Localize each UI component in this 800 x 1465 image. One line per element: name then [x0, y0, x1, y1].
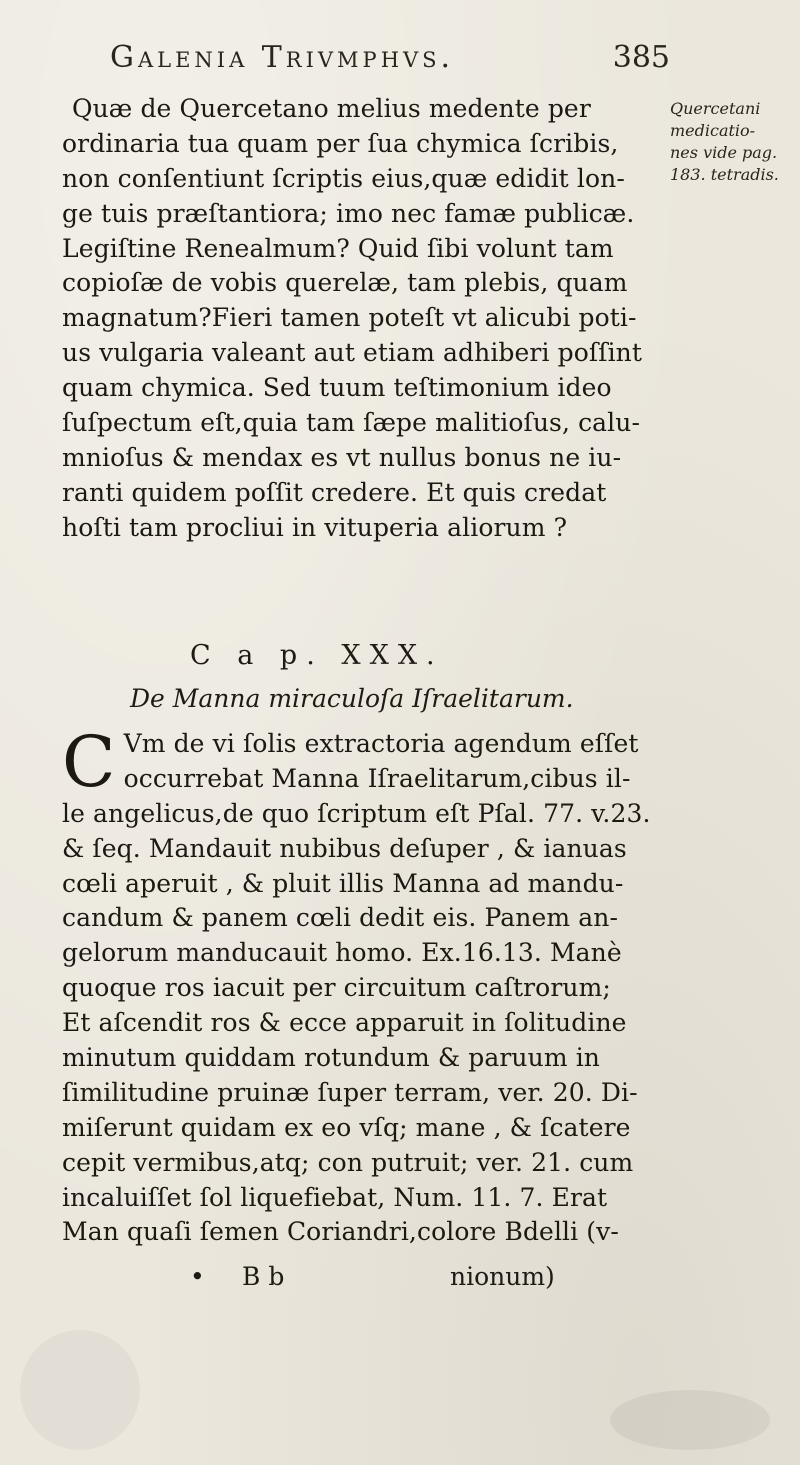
page-header: [110, 40, 670, 80]
text-line: mnioſus & mendax es vt nullus bonus ne iu-: [62, 442, 622, 472]
text-line: & ſeq. Mandauit nubibus deſuper , & ianuas: [62, 833, 627, 863]
running-title: Galenia Trivmphvs.: [110, 40, 455, 75]
text-line: cœli aperuit , & pluit illis Manna ad mandu-: [62, 868, 624, 898]
text-line: quam chymica. Sed tuum teſtimonium ideo: [62, 373, 612, 403]
text-line: magnatum?Fieri tamen poteſt vt alicubi poti-: [62, 303, 637, 333]
drop-capital: C: [62, 721, 116, 803]
text-line: le angelicus,de quo ſcriptum eſt Pſal. 77. v.23.: [62, 798, 651, 828]
page-number: 385: [612, 40, 670, 75]
text-line: gelorum manducauit homo. Ex.16.13. Manè: [62, 938, 622, 968]
paper-stain: [20, 1330, 140, 1450]
catchword: nionum): [450, 1262, 555, 1291]
text-line: copioſæ de vobis querelæ, tam plebis, quam: [62, 268, 628, 298]
paper-stain: [610, 1390, 770, 1450]
text-line: Vm de vi ſolis extractoria agendum eſſet: [123, 729, 639, 758]
margin-note-line: Quercetani: [670, 99, 761, 118]
page-footer: [190, 1262, 630, 1302]
text-line: Legiſtine Renealmum? Quid ſibi volunt tam: [62, 233, 614, 263]
text-line: miſerunt quidam ex eo vſq; mane , & ſcatere: [62, 1112, 631, 1142]
text-line: quoque ros iacuit per circuitum caſtrorum;: [62, 973, 611, 1003]
text-line: minutum quiddam rotundum & paruum in: [62, 1043, 600, 1073]
footer-dot: •: [190, 1262, 205, 1291]
text-line: Quæ de Quercetano melius medente per: [72, 94, 591, 123]
text-line: us vulgaria valeant aut etiam adhiberi poſſint: [62, 338, 643, 368]
signature-mark: B b: [242, 1262, 285, 1291]
text-line: ge tuis præſtantiora; imo nec famæ publicæ.: [62, 198, 635, 228]
text-line: Et aſcendit ros & ecce apparuit in ſolitudine: [62, 1008, 627, 1038]
text-line: ſuſpectum eſt,quia tam ſæpe malitioſus, calu-: [62, 408, 641, 438]
chapter-subtitle: De Manna miraculoſa Iſraelitarum.: [130, 684, 574, 713]
text-line: cepit vermibus,atq; con putruit; ver. 21. cum: [62, 1147, 634, 1177]
text-line: ordinaria tua quam per ſua chymica ſcribis,: [62, 128, 619, 158]
text-line: occurrebat Manna Iſraelitarum,cibus il-: [123, 763, 631, 793]
margin-note-line: medicatio-: [670, 121, 756, 140]
text-line: incaluiſſet ſol liquefiebat, Num. 11. 7. Erat: [62, 1182, 608, 1212]
text-line: non conſentiunt ſcriptis eius,quæ edidit lon-: [62, 163, 625, 193]
text-line: candum & panem cœli dedit eis. Panem an-: [62, 903, 618, 933]
text-line: ſimilitudine pruinæ ſuper terram, ver. 20. Di-: [62, 1077, 638, 1107]
text-line: Man quaſi ſemen Coriandri,colore Bdelli (v-: [62, 1217, 619, 1247]
paragraph: [62, 92, 643, 546]
margin-note-line: 183. tetradis.: [670, 165, 779, 184]
chapter-heading: C a p. XXX.: [190, 640, 444, 671]
margin-note-line: nes vide pag.: [670, 143, 778, 162]
margin-note: [670, 98, 800, 186]
text-line: ranti quidem poſſit credere. Et quis credat: [62, 477, 607, 507]
text-line: hoſti tam procliui in vituperia aliorum ?: [62, 512, 568, 542]
chapter-text: [62, 721, 651, 1250]
